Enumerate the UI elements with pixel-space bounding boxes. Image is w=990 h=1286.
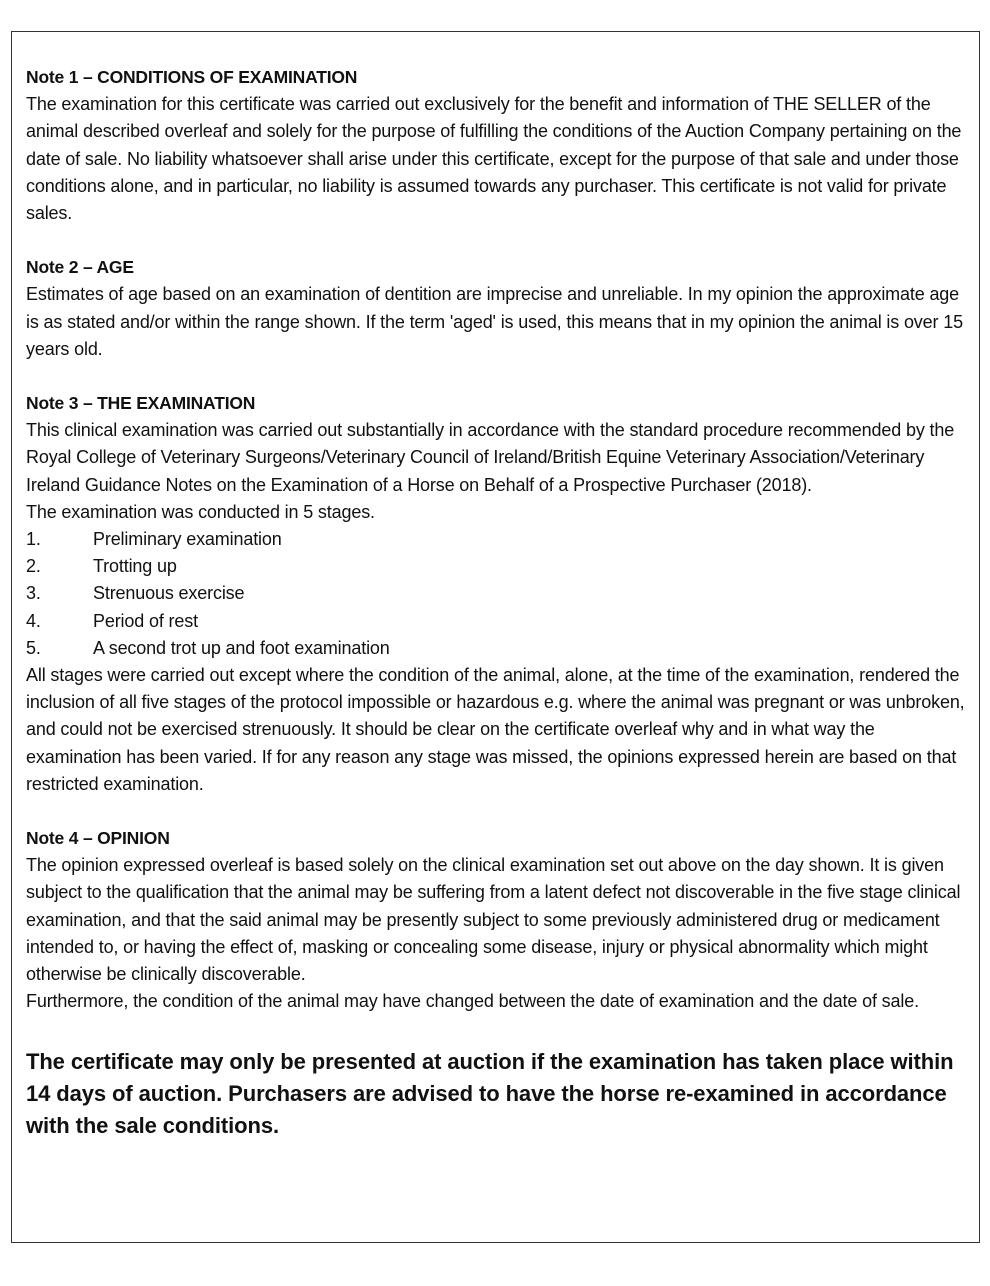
note-2 — [26, 254, 971, 363]
note-heading: Note 3 – THE EXAMINATION — [26, 393, 256, 414]
note-paragraph: The examination for this certificate was carried out exclusively for the benefit and information of THE SELLER of the animal described overleaf and solely for the purpose of fulfilling the conditions of the Auction Company pertaining on the date of sale. No liability whatsoever shall arise under this certificate, except for the purpose of that sale and under those conditions alone, and in particular, no liability is assumed towards any purchaser. This certificate is not valid for private sales. — [26, 94, 962, 224]
stage-label: A second trot up and foot examination — [93, 637, 390, 658]
stage-number: 3. — [26, 583, 41, 604]
note-paragraph: The opinion expressed overleaf is based solely on the clinical examination set out above on the day shown. It is given subject to the qualification that the animal may be suffering from a latent defect not discoverable in the five stage clinical examination, and that the said animal may be presently subject to some previously administered drug or medicament intended to, or having the effect of, masking or concealing some disease, injury or physical abnormality which might otherwise be clinically discoverable. — [26, 855, 961, 985]
stage-number: 1. — [26, 529, 41, 550]
note-4 — [26, 825, 971, 1015]
notes-document — [26, 64, 971, 1164]
list-item — [26, 526, 971, 553]
list-item — [26, 635, 971, 662]
list-item — [26, 553, 971, 580]
list-item — [26, 608, 971, 635]
note-heading: Note 1 – CONDITIONS OF EXAMINATION — [26, 67, 358, 87]
note-paragraph: Estimates of age based on an examination of dentition are imprecise and unreliable. In my opinion the approximate age is as stated and/or within the range shown. If the term 'aged' is used, this means that in my opinion the animal is over 15 years old. — [26, 284, 963, 359]
note-1 — [26, 64, 971, 227]
note-heading: Note 2 – AGE — [26, 257, 134, 278]
stage-list — [26, 526, 971, 662]
note-3 — [26, 390, 971, 798]
stage-label: Period of rest — [93, 610, 198, 631]
stage-label: Preliminary examination — [93, 529, 282, 550]
note-paragraph: Furthermore, the condition of the animal may have changed between the date of examination and the date of sale. — [26, 991, 919, 1012]
note-paragraph: All stages were carried out except where the condition of the animal, alone, at the time of the examination, rendered the inclusion of all five stages of the protocol impossible or hazardous e.g. where the animal was pregnant or was unbroken, and could not be exercised strenuously. It should be clear on the certificate overleaf why and in what way the examination has been varied. If for any reason any stage was missed, the opinions expressed herein are based on that restricted examination. — [26, 665, 965, 794]
note-paragraph: The examination was conducted in 5 stages. — [26, 501, 375, 522]
list-item — [26, 580, 971, 607]
final-statement: The certificate may only be presented at auction if the examination has taken place within 14 days of auction. Purchasers are advised to have the horse re-examined in accordance with the sale conditions. — [26, 1048, 954, 1138]
note-heading: Note 4 – OPINION — [26, 828, 170, 849]
stage-label: Strenuous exercise — [93, 583, 245, 604]
stage-number: 5. — [26, 637, 41, 658]
stage-number: 4. — [26, 610, 41, 631]
note-paragraph: This clinical examination was carried out substantially in accordance with the standard procedure recommended by the Royal College of Veterinary Surgeons/Veterinary Council of Ireland/British Equine Veterinary Association/Veterinary Ireland Guidance Notes on the Examination of a Horse on Behalf of a Prospective Purchaser (2018). — [26, 420, 955, 495]
stage-number: 2. — [26, 556, 41, 577]
stage-label: Trotting up — [93, 556, 177, 577]
